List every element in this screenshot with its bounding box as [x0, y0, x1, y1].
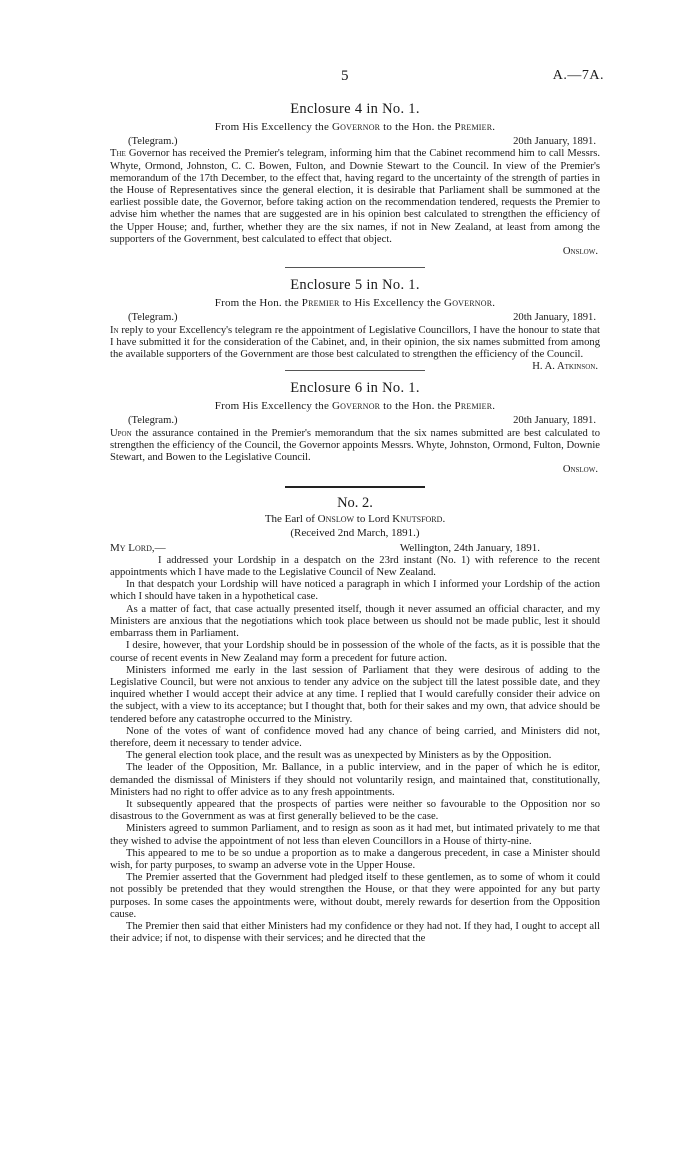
telegram-date: 20th January, 1891. — [513, 415, 596, 427]
from-sender: Governor — [332, 400, 381, 413]
paragraph: In that despatch your Lordship will have noticed a paragraph in which I informed your Lordship of the action which I should have taken in a hypothetical case. — [110, 579, 600, 603]
telegram-label: (Telegram.) — [128, 312, 178, 324]
major-divider — [285, 486, 425, 488]
enclosure-4-from-line — [110, 120, 600, 134]
from-mid: to Lord — [354, 512, 393, 525]
enclosure-4-meta — [110, 136, 600, 148]
from-recipient: Governor — [444, 297, 493, 310]
enclosure-4-signature: Onslow. — [562, 246, 598, 258]
enclosure-6-title: Enclosure 6 in No. 1. — [290, 380, 420, 397]
section-divider — [285, 267, 425, 268]
page-header — [0, 68, 700, 86]
enclosure-6-signature: Onslow. — [562, 464, 598, 476]
lead-word: The — [110, 148, 126, 160]
enclosure-4-body — [110, 148, 600, 246]
from-prefix: From His Excellency the — [214, 121, 332, 133]
from-prefix: From the Hon. the — [214, 297, 302, 310]
enclosure-5-from-line — [110, 296, 600, 310]
section-divider — [285, 370, 425, 371]
from-suffix: . — [492, 297, 496, 310]
page-number: 5 — [341, 68, 349, 84]
paragraph: Ministers agreed to summon Parliament, and to resign as soon as it had met, but intimated privately to me that they wished to advise the appointment of not less than eleven Councillors in a House of thirty-nine. — [110, 823, 600, 847]
paragraph: None of the votes of want of confidence moved had any chance of being carried, and Ministers did not, therefore, deem it necessary to tender advice. — [110, 725, 600, 749]
from-prefix: From His Excellency the — [214, 400, 332, 413]
paragraph: It subsequently appeared that the prospects of parties were neither so favourable to the Opposition nor so disastrous to the Government as was at first generally believed to be the case. — [110, 798, 600, 823]
from-prefix: The Earl of — [264, 512, 318, 525]
from-sender: Premier — [301, 297, 340, 310]
enclosure-5-signature: H. A. Atkinson. — [532, 361, 598, 373]
despatch-title: No. 2. — [337, 494, 373, 511]
from-recipient: Premier — [454, 400, 493, 413]
body-text: the assurance contained in the Premier's memorandum that the six names submitted are best calculated to strengthen the efficiency of the Council, the Governor appoints Messrs. Whyte, Johnston, Ormond, Fulton, Downie Stewart, and Bowen to the Legislative Council. — [110, 427, 600, 464]
telegram-label: (Telegram.) — [128, 415, 178, 427]
paragraph: The general election took place, and the result was as unexpected by Ministers as by the Opposition. — [126, 750, 552, 762]
from-mid: to the Hon. the — [380, 121, 455, 133]
enclosure-5 — [110, 276, 600, 373]
despatch-salutation-row — [110, 542, 600, 555]
place-date: Wellington, 24th January, 1891. — [399, 541, 540, 554]
enclosure-6-body — [110, 428, 600, 465]
enclosure-5-body — [110, 324, 600, 373]
from-sender: Onslow — [317, 512, 355, 525]
despatch-from-line — [110, 512, 600, 526]
paragraph: Ministers informed me early in the last session of Parliament that they were desirous of adding to the Legislative Council, but were not anxious to tender any advice on the subject till the latest possible date, and they inquired whether I would accept their advice at any time. I replied that I would carefully consider their advice on the subject, with a view to its acceptance; but I thought that, both for their sakes and my own, that advice should be tendered before any catastrophe occurred to the Ministry. — [110, 664, 600, 725]
enclosure-6-meta — [110, 415, 600, 427]
received-date: (Received 2nd March, 1891.) — [290, 526, 420, 539]
telegram-date: 20th January, 1891. — [513, 312, 596, 324]
telegram-date: 20th January, 1891. — [513, 136, 596, 147]
lead-word: Upon — [110, 427, 132, 439]
paragraph: I desire, however, that your Lordship should be in possession of the whole of the facts, as it is possible that the course of recent events in New Zealand may form a precedent for future action. — [110, 640, 600, 664]
salutation: My Lord,— — [110, 541, 166, 554]
from-suffix: . — [492, 400, 496, 413]
despatch-no-2 — [110, 494, 600, 946]
lead-word: In — [110, 324, 119, 336]
document-reference: A.—7A. — [552, 68, 604, 83]
paragraph: The leader of the Opposition, Mr. Ballance, in a public interview, and in the paper of which he is editor, demanded the dismissal of Ministers if they should not voluntarily resign, and maintained that, constitutionally, Ministers had no right to offer advice as to any fresh appointments. — [110, 762, 600, 798]
document-body — [110, 96, 600, 945]
paragraph: This appeared to me to be so undue a proportion as to make a dangerous precedent, in case a Minister should wish, for party purposes, to swamp an adverse vote in the Upper House. — [110, 847, 600, 871]
paragraph: The Premier then said that either Ministers had my confidence or they had not. If they had, I ought to accept all their advice; if not, to dispense with their services; and he directed that the — [110, 920, 600, 945]
body-text: Governor has received the Premier's telegram, informing him that the Cabinet recommend him to call Messrs. Whyte, Ormond, Johnston, C. C. Bowen, Fulton, and Downie Stewart to the Council. In view of the Premier's memorandum of the 17th December, to the effect that, having regard to the uncertainty of the strength of parties in the House of Representatives since the general election, it is desirable that Parliament shall be summoned at the earliest possible date, the Governor, before taking action on the recommendation tendered, requests the Premier to advise him whether the names that are suggested are in his opinion best calculated to strengthen the efficiency of the Upper House; and, further, whether they are the six names, if not in New Zealand, at least from among the supporters of the Government, best calculated to effect that object. — [110, 148, 600, 245]
enclosure-5-title: Enclosure 5 in No. 1. — [290, 277, 420, 294]
paragraph: I addressed your Lordship in a despatch on the 23rd instant (No. 1) with reference to the recent appointments which I have made to the Legislative Council of New Zealand. — [110, 554, 600, 579]
enclosure-5-meta — [110, 312, 600, 324]
paragraph: As a matter of fact, that case actually presented itself, though it never assumed an official character, and my Ministers are anxious that the negotiations which took place between us should not be made public, lest it should embarrass them in Parliament. — [110, 603, 600, 640]
enclosure-4 — [110, 100, 600, 258]
telegram-label: (Telegram.) — [128, 136, 178, 147]
from-mid: to His Excellency the — [339, 297, 445, 310]
from-suffix: . — [492, 121, 496, 133]
enclosure-6 — [110, 379, 600, 476]
from-suffix: . — [442, 512, 446, 525]
paragraph: The Premier asserted that the Government had pledged itself to these gentlemen, as to some of whom it could not possibly be pretended that they would strengthen the House, or that they were appointed for any but party purposes. In some cases the appointments were, without doubt, merely rewards for desertion from the Opposition cause. — [110, 872, 600, 920]
from-sender: Governor — [332, 121, 381, 133]
from-mid: to the Hon. the — [380, 400, 455, 413]
from-recipient: Premier — [454, 121, 493, 133]
body-text: reply to your Excellency's telegram re the appointment of Legislative Councillors, I have the honour to state that I have submitted it for the consideration of the Cabinet, and, in their opinion, the six names submitted from among the available supporters of the Government are those best calculated to strengthen the efficiency of the Council. — [110, 324, 600, 361]
enclosure-6-from-line — [110, 399, 600, 413]
from-recipient: Knutsford — [392, 512, 443, 525]
enclosure-4-title: Enclosure 4 in No. 1. — [290, 101, 420, 117]
